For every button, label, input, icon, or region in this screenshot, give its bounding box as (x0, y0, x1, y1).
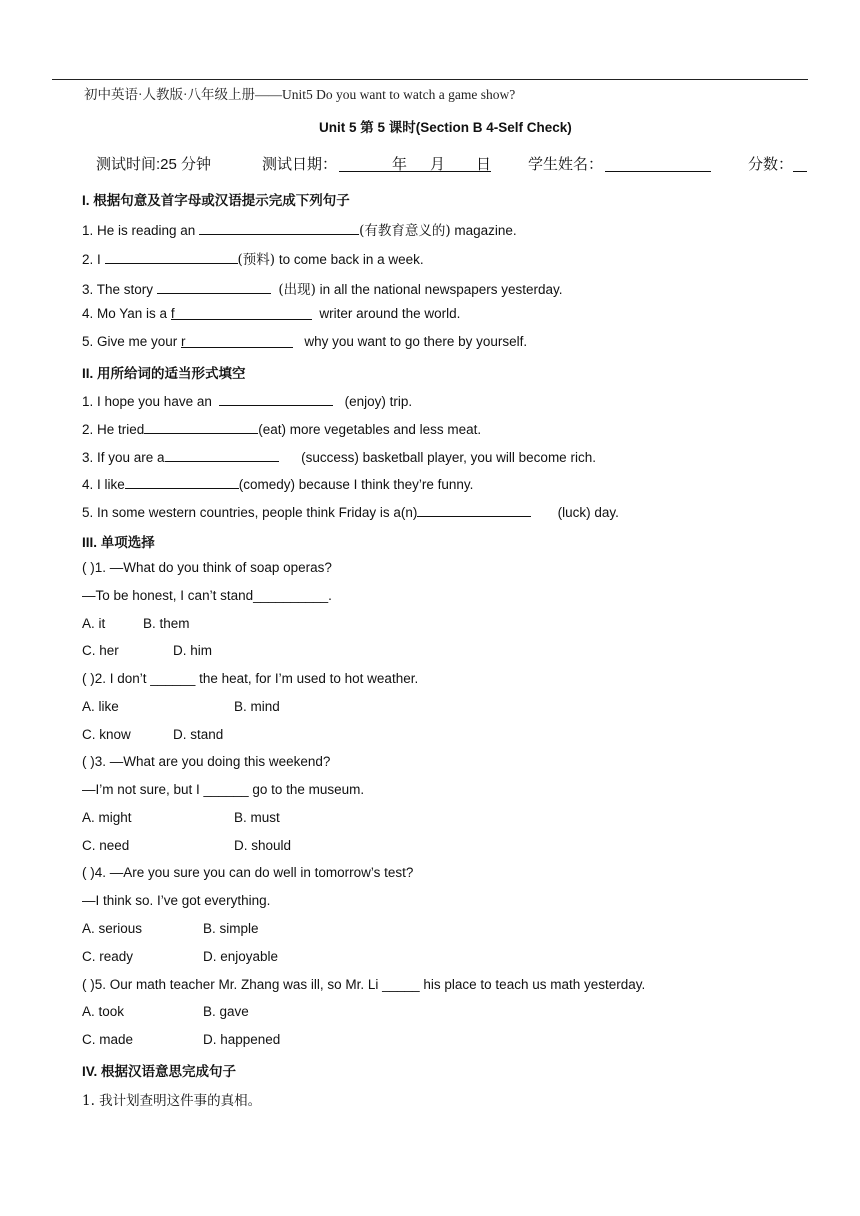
score-field[interactable] (793, 156, 807, 172)
s3-q1-option-c[interactable]: C. her (82, 643, 119, 658)
s3-q2-option-d[interactable]: D. stand (173, 727, 224, 742)
s3-q3-reply: —I’m not sure, but I ______ go to the museum. (82, 782, 365, 797)
s3-q4-option-d[interactable]: D. enjoyable (203, 949, 279, 964)
section-1-heading: I. 根据句意及首字母或汉语提示完成下列句子 (82, 193, 350, 208)
answer-blank[interactable] (144, 420, 258, 434)
s3-q4-reply: —I think so. I’ve got everything. (82, 893, 271, 908)
s3-q4-option-b[interactable]: B. simple (203, 921, 259, 936)
s3-q2-stem: ( )2. I don’t ______ the heat, for I’m used to hot weather. (82, 671, 419, 686)
answer-blank[interactable] (417, 503, 531, 517)
s3-q3-option-d[interactable]: D. should (234, 838, 292, 853)
s2-question-2: 2. He tried (eat) more vegetables and less meat. (82, 422, 482, 437)
s1-question-5: 5. Give me your r why you want to go there by yourself. (82, 334, 528, 349)
page-header: 初中英语·人教版·八年级上册——Unit5 Do you want to watch a game show? (84, 87, 516, 102)
s2-question-5: 5. In some western countries, people think Friday is a(n) (luck) day. (82, 505, 619, 520)
s2-question-3: 3. If you are a (success) basketball player, you will become rich. (82, 450, 596, 465)
answer-blank[interactable]: r (181, 334, 293, 348)
s1-question-1: 1. He is reading an (有教育意义的) magazine. (82, 223, 517, 239)
section-4-heading: IV. 根据汉语意思完成句子 (82, 1064, 237, 1079)
answer-blank[interactable] (157, 280, 271, 294)
answer-blank[interactable] (125, 475, 239, 489)
s3-q4-option-a[interactable]: A. serious (82, 921, 143, 936)
s3-q3-option-c[interactable]: C. need (82, 838, 130, 853)
s2-question-1: 1. I hope you have an (enjoy) trip. (82, 394, 413, 409)
worksheet-title: Unit 5 第 5 课时(Section B 4-Self Check) (319, 120, 572, 135)
month-label: 月 (430, 156, 446, 173)
s3-q3-option-a[interactable]: A. might (82, 810, 132, 825)
s3-q5-option-d[interactable]: D. happened (203, 1032, 281, 1047)
test-time: 测试时间:25 分钟 (96, 156, 212, 173)
answer-blank[interactable] (105, 250, 238, 264)
test-date-label: 测试日期： (262, 156, 338, 173)
s3-q1-option-b[interactable]: B. them (143, 616, 190, 631)
s3-q5-option-a[interactable]: A. took (82, 1004, 125, 1019)
answer-blank[interactable] (219, 392, 333, 406)
day-label: 日 (476, 156, 492, 173)
s3-q1-reply: —To be honest, I can’t stand__________. (82, 588, 332, 603)
student-name-field[interactable] (605, 156, 711, 172)
test-date-field[interactable] (339, 156, 491, 172)
score-label: 分数： (748, 156, 794, 173)
s1-question-2: 2. I (预料) to come back in a week. (82, 252, 424, 268)
answer-blank[interactable] (165, 448, 279, 462)
s3-q5-option-b[interactable]: B. gave (203, 1004, 249, 1019)
student-name-label: 学生姓名： (528, 156, 604, 173)
s3-q4-stem: ( )4. —Are you sure you can do well in tomorrow’s test? (82, 865, 414, 880)
year-label: 年 (392, 156, 408, 173)
s3-q2-option-a[interactable]: A. like (82, 699, 119, 714)
s3-q3-stem: ( )3. —What are you doing this weekend? (82, 754, 331, 769)
answer-blank[interactable] (199, 221, 359, 235)
answer-blank[interactable]: f (171, 306, 312, 320)
s3-q1-option-d[interactable]: D. him (173, 643, 213, 658)
s3-q2-option-b[interactable]: B. mind (234, 699, 280, 714)
s3-q1-option-a[interactable]: A. it (82, 616, 106, 631)
section-2-heading: II. 用所给词的适当形式填空 (82, 366, 246, 381)
s3-q4-option-c[interactable]: C. ready (82, 949, 134, 964)
s2-question-4: 4. I like (comedy) because I think they’re funny. (82, 477, 474, 492)
s4-question-1: 1. 我计划查明这件事的真相。 (82, 1093, 262, 1109)
s3-q3-option-b[interactable]: B. must (234, 810, 280, 825)
s3-q1-stem: ( )1. —What do you think of soap operas? (82, 560, 332, 575)
s3-q5-option-c[interactable]: C. made (82, 1032, 134, 1047)
header-rule (52, 79, 808, 80)
s3-q2-option-c[interactable]: C. know (82, 727, 131, 742)
section-3-heading: III. 单项选择 (82, 535, 155, 550)
s3-q5-stem: ( )5. Our math teacher Mr. Zhang was ill, so Mr. Li _____ his place to teach us math yesterday. (82, 977, 646, 992)
s1-question-3: 3. The story (出现) in all the national newspapers yesterday. (82, 282, 563, 298)
s1-question-4: 4. Mo Yan is a f writer around the world. (82, 306, 461, 321)
